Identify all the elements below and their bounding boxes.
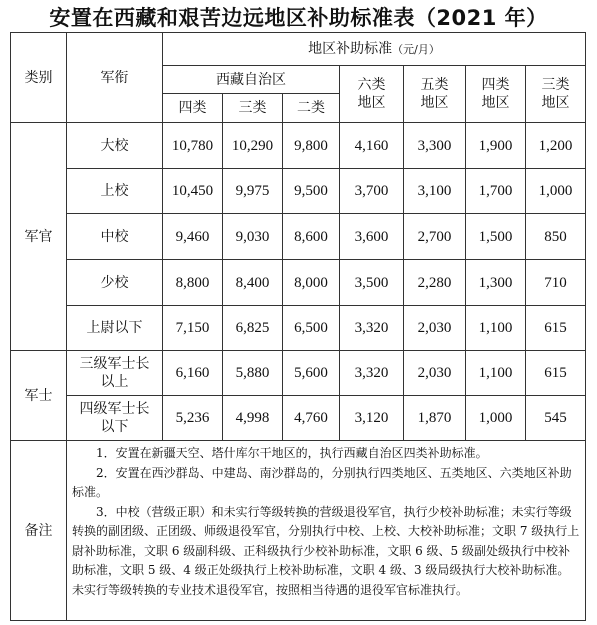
header-tibet-2: 二类 (283, 94, 340, 123)
header-tibet: 西藏自治区 (163, 66, 340, 94)
value-cell: 3,320 (340, 351, 404, 396)
value-cell: 9,975 (223, 169, 283, 214)
value-cell: 615 (526, 306, 586, 351)
table-row (11, 123, 586, 169)
value-cell: 615 (526, 351, 586, 396)
value-cell: 3,300 (404, 123, 466, 169)
rank-cell: 四级军士长 以下 (67, 396, 163, 441)
value-cell: 2,030 (404, 351, 466, 396)
subsidy-table (10, 32, 586, 621)
value-cell: 545 (526, 396, 586, 441)
value-cell: 710 (526, 260, 586, 306)
value-cell: 1,000 (526, 169, 586, 214)
value-cell: 6,500 (283, 306, 340, 351)
rank-cell: 上尉以下 (67, 306, 163, 351)
value-cell: 2,700 (404, 214, 466, 260)
value-cell: 8,400 (223, 260, 283, 306)
value-cell: 4,998 (223, 396, 283, 441)
table-row (11, 214, 586, 260)
value-cell: 9,460 (163, 214, 223, 260)
value-cell: 9,800 (283, 123, 340, 169)
value-cell: 10,780 (163, 123, 223, 169)
note-item: 3．中校（营级正职）和未实行等级转换的营级退役军官，执行少校补助标准；未实行等级转换的副团级、正团级、师级退役军官，分别执行中校、上校、大校补助标准；文职 7 级执行上尉补助标准，文职 6 级副科级、正科级执行少校补助标准，文职 6 级、5 级副处级执行中校补助标准，文职 5 级、4 级正处级执行上校补助标准，文职 4 级、3 级局级执行大校补助标准。未实行等级转换的专业技术退役军官，按照相当待遇的退役军官标准执行。 (72, 504, 580, 597)
category-nco: 军士 (11, 351, 67, 441)
value-cell: 3,100 (404, 169, 466, 214)
table-row (11, 351, 586, 396)
header-region-6: 六类 地区 (340, 66, 404, 123)
rank-cell: 中校 (67, 214, 163, 260)
value-cell: 10,290 (223, 123, 283, 169)
header-region-5: 五类 地区 (404, 66, 466, 123)
value-cell: 9,500 (283, 169, 340, 214)
category-officer: 军官 (11, 123, 67, 351)
value-cell: 1,300 (466, 260, 526, 306)
value-cell: 6,160 (163, 351, 223, 396)
value-cell: 4,160 (340, 123, 404, 169)
header-category: 类别 (11, 33, 67, 123)
rank-cell: 上校 (67, 169, 163, 214)
header-subsidy-unit: （元/月） (392, 42, 440, 56)
value-cell: 7,150 (163, 306, 223, 351)
page-title: 安置在西藏和艰苦边远地区补助标准表（2021 年） (49, 6, 548, 30)
value-cell: 1,900 (466, 123, 526, 169)
table-row (11, 260, 586, 306)
value-cell: 3,500 (340, 260, 404, 306)
notes-content (67, 441, 586, 621)
value-cell: 1,100 (466, 351, 526, 396)
value-cell: 5,236 (163, 396, 223, 441)
value-cell: 1,100 (466, 306, 526, 351)
header-tibet-3: 三类 (223, 94, 283, 123)
notes-row (11, 441, 586, 621)
value-cell: 1,500 (466, 214, 526, 260)
table-row (11, 169, 586, 214)
rank-cell: 三级军士长 以上 (67, 351, 163, 396)
value-cell: 4,760 (283, 396, 340, 441)
value-cell: 3,320 (340, 306, 404, 351)
value-cell: 8,800 (163, 260, 223, 306)
rank-cell: 少校 (67, 260, 163, 306)
note-item: 2．安置在西沙群岛、中建岛、南沙群岛的，分别执行四类地区、五类地区、六类地区补助标准。 (72, 465, 572, 499)
table-row (11, 306, 586, 351)
value-cell: 10,450 (163, 169, 223, 214)
rank-cell: 大校 (67, 123, 163, 169)
header-region-4: 四类 地区 (466, 66, 526, 123)
header-subsidy (163, 33, 586, 66)
value-cell: 1,870 (404, 396, 466, 441)
value-cell: 9,030 (223, 214, 283, 260)
value-cell: 1,000 (466, 396, 526, 441)
value-cell: 3,600 (340, 214, 404, 260)
value-cell: 2,030 (404, 306, 466, 351)
value-cell: 8,600 (283, 214, 340, 260)
header-region-3: 三类 地区 (526, 66, 586, 123)
value-cell: 850 (526, 214, 586, 260)
value-cell: 8,000 (283, 260, 340, 306)
value-cell: 5,600 (283, 351, 340, 396)
value-cell: 6,825 (223, 306, 283, 351)
value-cell: 1,200 (526, 123, 586, 169)
value-cell: 5,880 (223, 351, 283, 396)
value-cell: 1,700 (466, 169, 526, 214)
header-tibet-4: 四类 (163, 94, 223, 123)
table-row (11, 396, 586, 441)
note-item: 1．安置在新疆天空、塔什库尔干地区的，执行西藏自治区四类补助标准。 (96, 446, 488, 460)
notes-label: 备注 (11, 441, 67, 621)
header-rank: 军衔 (67, 33, 163, 123)
value-cell: 3,120 (340, 396, 404, 441)
value-cell: 2,280 (404, 260, 466, 306)
value-cell: 3,700 (340, 169, 404, 214)
header-subsidy-label: 地区补助标准 (308, 40, 393, 57)
